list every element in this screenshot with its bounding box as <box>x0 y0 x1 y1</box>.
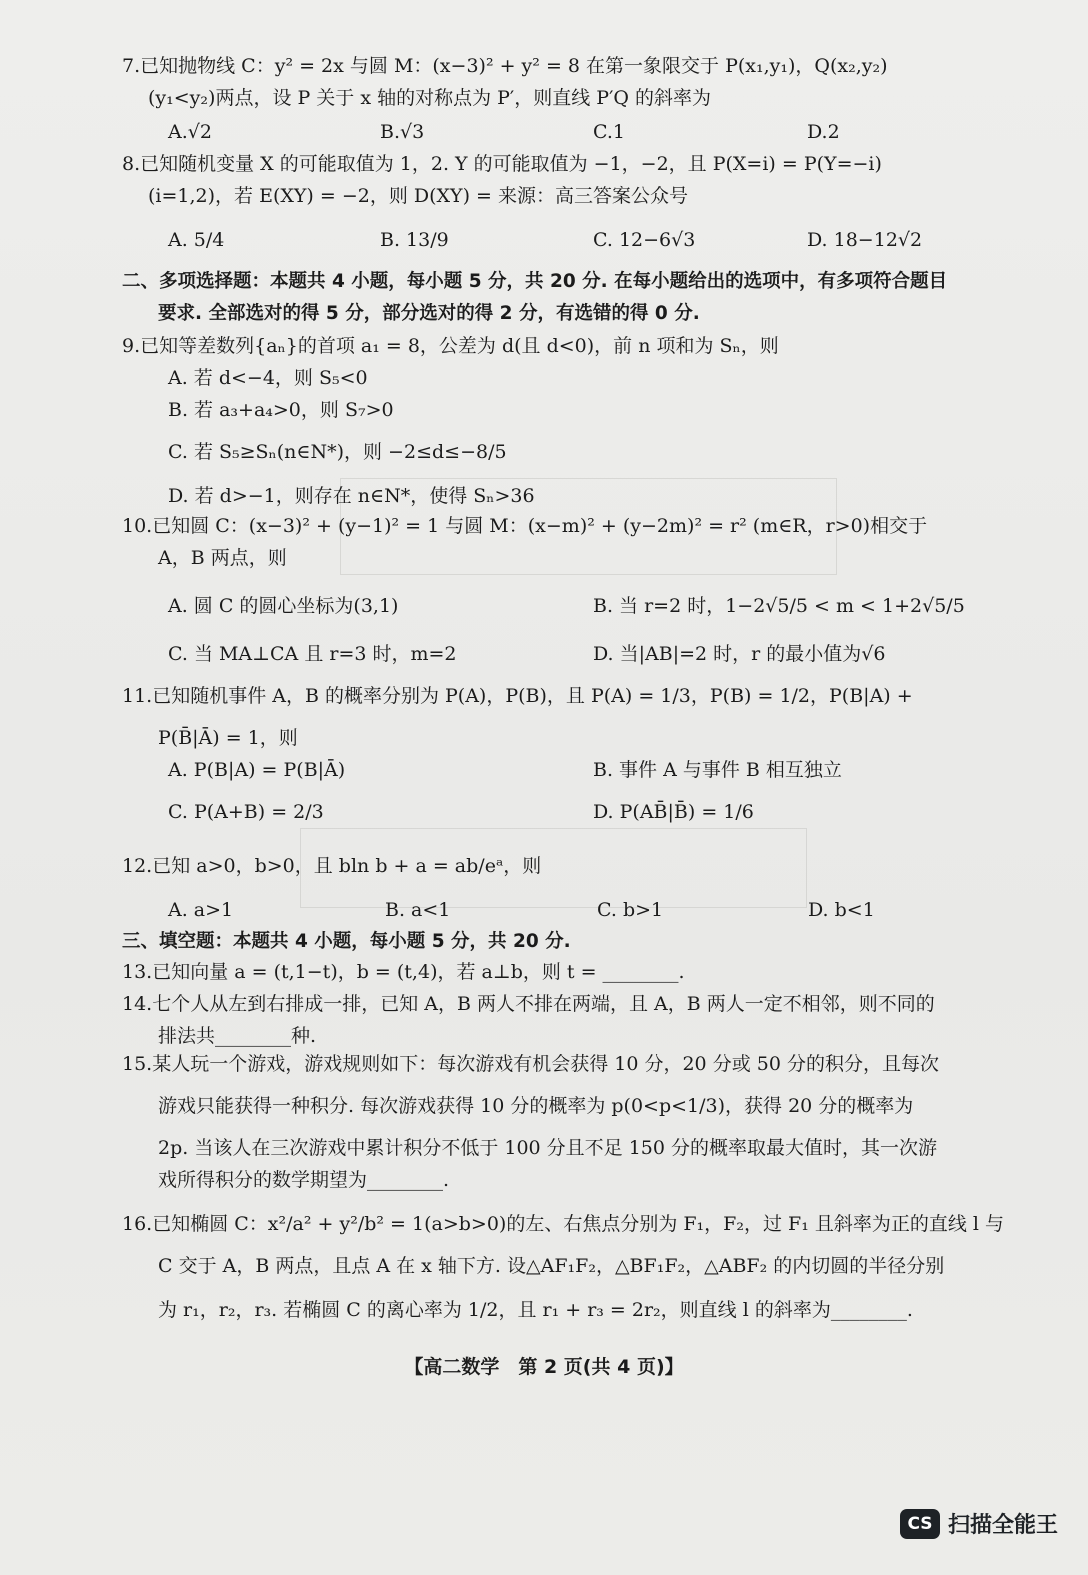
q16-line2: C 交于 A，B 两点，且点 A 在 x 轴下方. 设△AF₁F₂，△BF₁F₂，△ABF₂ 的内切圆的半径分别 <box>158 1255 945 1277</box>
q12-stem: 12.已知 a>0，b>0，且 bln b + a = ab/eᵃ，则 <box>122 855 542 877</box>
q14-line2: 排法共________种. <box>158 1025 317 1047</box>
q11-line1: 11.已知随机事件 A，B 的概率分别为 P(A)，P(B)，且 P(A) = 1/3，P(B) = 1/2，P(B|A) + <box>122 685 913 707</box>
q8-option-a: A. 5/4 <box>168 229 225 251</box>
q12-option-c: C. b>1 <box>597 899 664 921</box>
q13: 13.已知向量 a = (t,1−t)，b = (t,4)，若 a⊥b，则 t = ________. <box>122 961 685 983</box>
q9-option-d: D. 若 d>−1，则存在 n∈N*，使得 Sₙ>36 <box>168 485 535 507</box>
q15-line1: 15.某人玩一个游戏，游戏规则如下：每次游戏有机会获得 10 分，20 分或 50 分的积分，且每次 <box>122 1053 939 1075</box>
q16-line1: 16.已知椭圆 C：x²/a² + y²/b² = 1(a>b>0)的左、右焦点分别为 F₁，F₂，过 F₁ 且斜率为正的直线 l 与 <box>122 1213 1005 1235</box>
q7-option-d: D.2 <box>807 121 840 143</box>
section2-heading-cont: 要求. 全部选对的得 5 分，部分选对的得 2 分，有选错的得 0 分. <box>158 303 700 324</box>
q15-line2: 游戏只能获得一种积分. 每次游戏获得 10 分的概率为 p(0<p<1/3)，获得 20 分的概率为 <box>158 1095 914 1117</box>
q9-option-b: B. 若 a₃+a₄>0，则 S₇>0 <box>168 399 394 421</box>
q7-line1: 7.已知抛物线 C：y² = 2x 与圆 M：(x−3)² + y² = 8 在第一象限交于 P(x₁,y₁)，Q(x₂,y₂) <box>122 55 888 77</box>
q8-line2: (i=1,2)，若 E(XY) = −2，则 D(XY) = 来源：高三答案公众号 <box>148 185 689 207</box>
q15-line3: 2p. 当该人在三次游戏中累计积分不低于 100 分且不足 150 分的概率取最大值时，其一次游 <box>158 1137 938 1159</box>
q11-line2: P(B̄|Ā) = 1，则 <box>158 727 298 749</box>
q9-option-c: C. 若 S₅≥Sₙ(n∈N*)，则 −2≤d≤−8/5 <box>168 441 507 463</box>
q8-line1: 8.已知随机变量 X 的可能取值为 1，2. Y 的可能取值为 −1，−2，且 P(X=i) = P(Y=−i) <box>122 153 882 175</box>
page-footer: 【高二数学 第 2 页(共 4 页)】 <box>404 1356 684 1378</box>
q8-option-b: B. 13/9 <box>380 229 449 251</box>
camscanner-name: 扫描全能王 <box>947 1513 1058 1538</box>
section3-heading: 三、填空题：本题共 4 小题，每小题 5 分，共 20 分. <box>122 931 571 952</box>
q11-option-b: B. 事件 A 与事件 B 相互独立 <box>593 759 842 781</box>
q12-option-a: A. a>1 <box>168 899 234 921</box>
q11-option-d: D. P(AB̄|B̄) = 1/6 <box>593 801 754 823</box>
q10-option-a: A. 圆 C 的圆心坐标为(3,1) <box>168 595 399 617</box>
q11-option-c: C. P(A+B) = 2/3 <box>168 801 324 823</box>
q15-line4: 戏所得积分的数学期望为________. <box>158 1169 450 1191</box>
q10-line1: 10.已知圆 C：(x−3)² + (y−1)² = 1 与圆 M：(x−m)² + (y−2m)² = r² (m∈R，r>0)相交于 <box>122 515 928 537</box>
q7-line2: (y₁<y₂)两点，设 P 关于 x 轴的对称点为 P′，则直线 P′Q 的斜率为 <box>148 87 711 109</box>
section2-heading: 二、多项选择题：本题共 4 小题，每小题 5 分，共 20 分. 在每小题给出的选项中，有多项符合题目 <box>122 271 948 292</box>
q12-option-b: B. a<1 <box>385 899 451 921</box>
scanner-watermark <box>900 1508 1058 1539</box>
q11-option-a: A. P(B|A) = P(B|Ā) <box>168 759 346 781</box>
q9-stem: 9.已知等差数列{aₙ}的首项 a₁ = 8，公差为 d(且 d<0)，前 n 项和为 Sₙ，则 <box>122 335 779 357</box>
q10-line2: A，B 两点，则 <box>158 547 287 569</box>
q8-option-c: C. 12−6√3 <box>593 229 696 251</box>
q10-option-c: C. 当 MA⊥CA 且 r=3 时，m=2 <box>168 643 457 665</box>
q8-option-d: D. 18−12√2 <box>807 229 923 251</box>
q9-option-a: A. 若 d<−4，则 S₅<0 <box>168 367 368 389</box>
q12-option-d: D. b<1 <box>808 899 875 921</box>
q10-option-d: D. 当|AB|=2 时，r 的最小值为√6 <box>593 643 886 665</box>
q10-option-b: B. 当 r=2 时，1−2√5/5 < m < 1+2√5/5 <box>593 595 965 617</box>
q7-option-b: B.√3 <box>380 121 425 143</box>
q7-option-a: A.√2 <box>168 121 212 143</box>
q7-option-c: C.1 <box>593 121 625 143</box>
q14-line1: 14.七个人从左到右排成一排，已知 A，B 两人不排在两端，且 A，B 两人一定不相邻，则不同的 <box>122 993 935 1015</box>
camscanner-logo-icon: CS <box>900 1509 940 1539</box>
q16-line3: 为 r₁，r₂，r₃. 若椭圆 C 的离心率为 1/2，且 r₁ + r₃ = 2r₂，则直线 l 的斜率为________. <box>158 1299 913 1321</box>
